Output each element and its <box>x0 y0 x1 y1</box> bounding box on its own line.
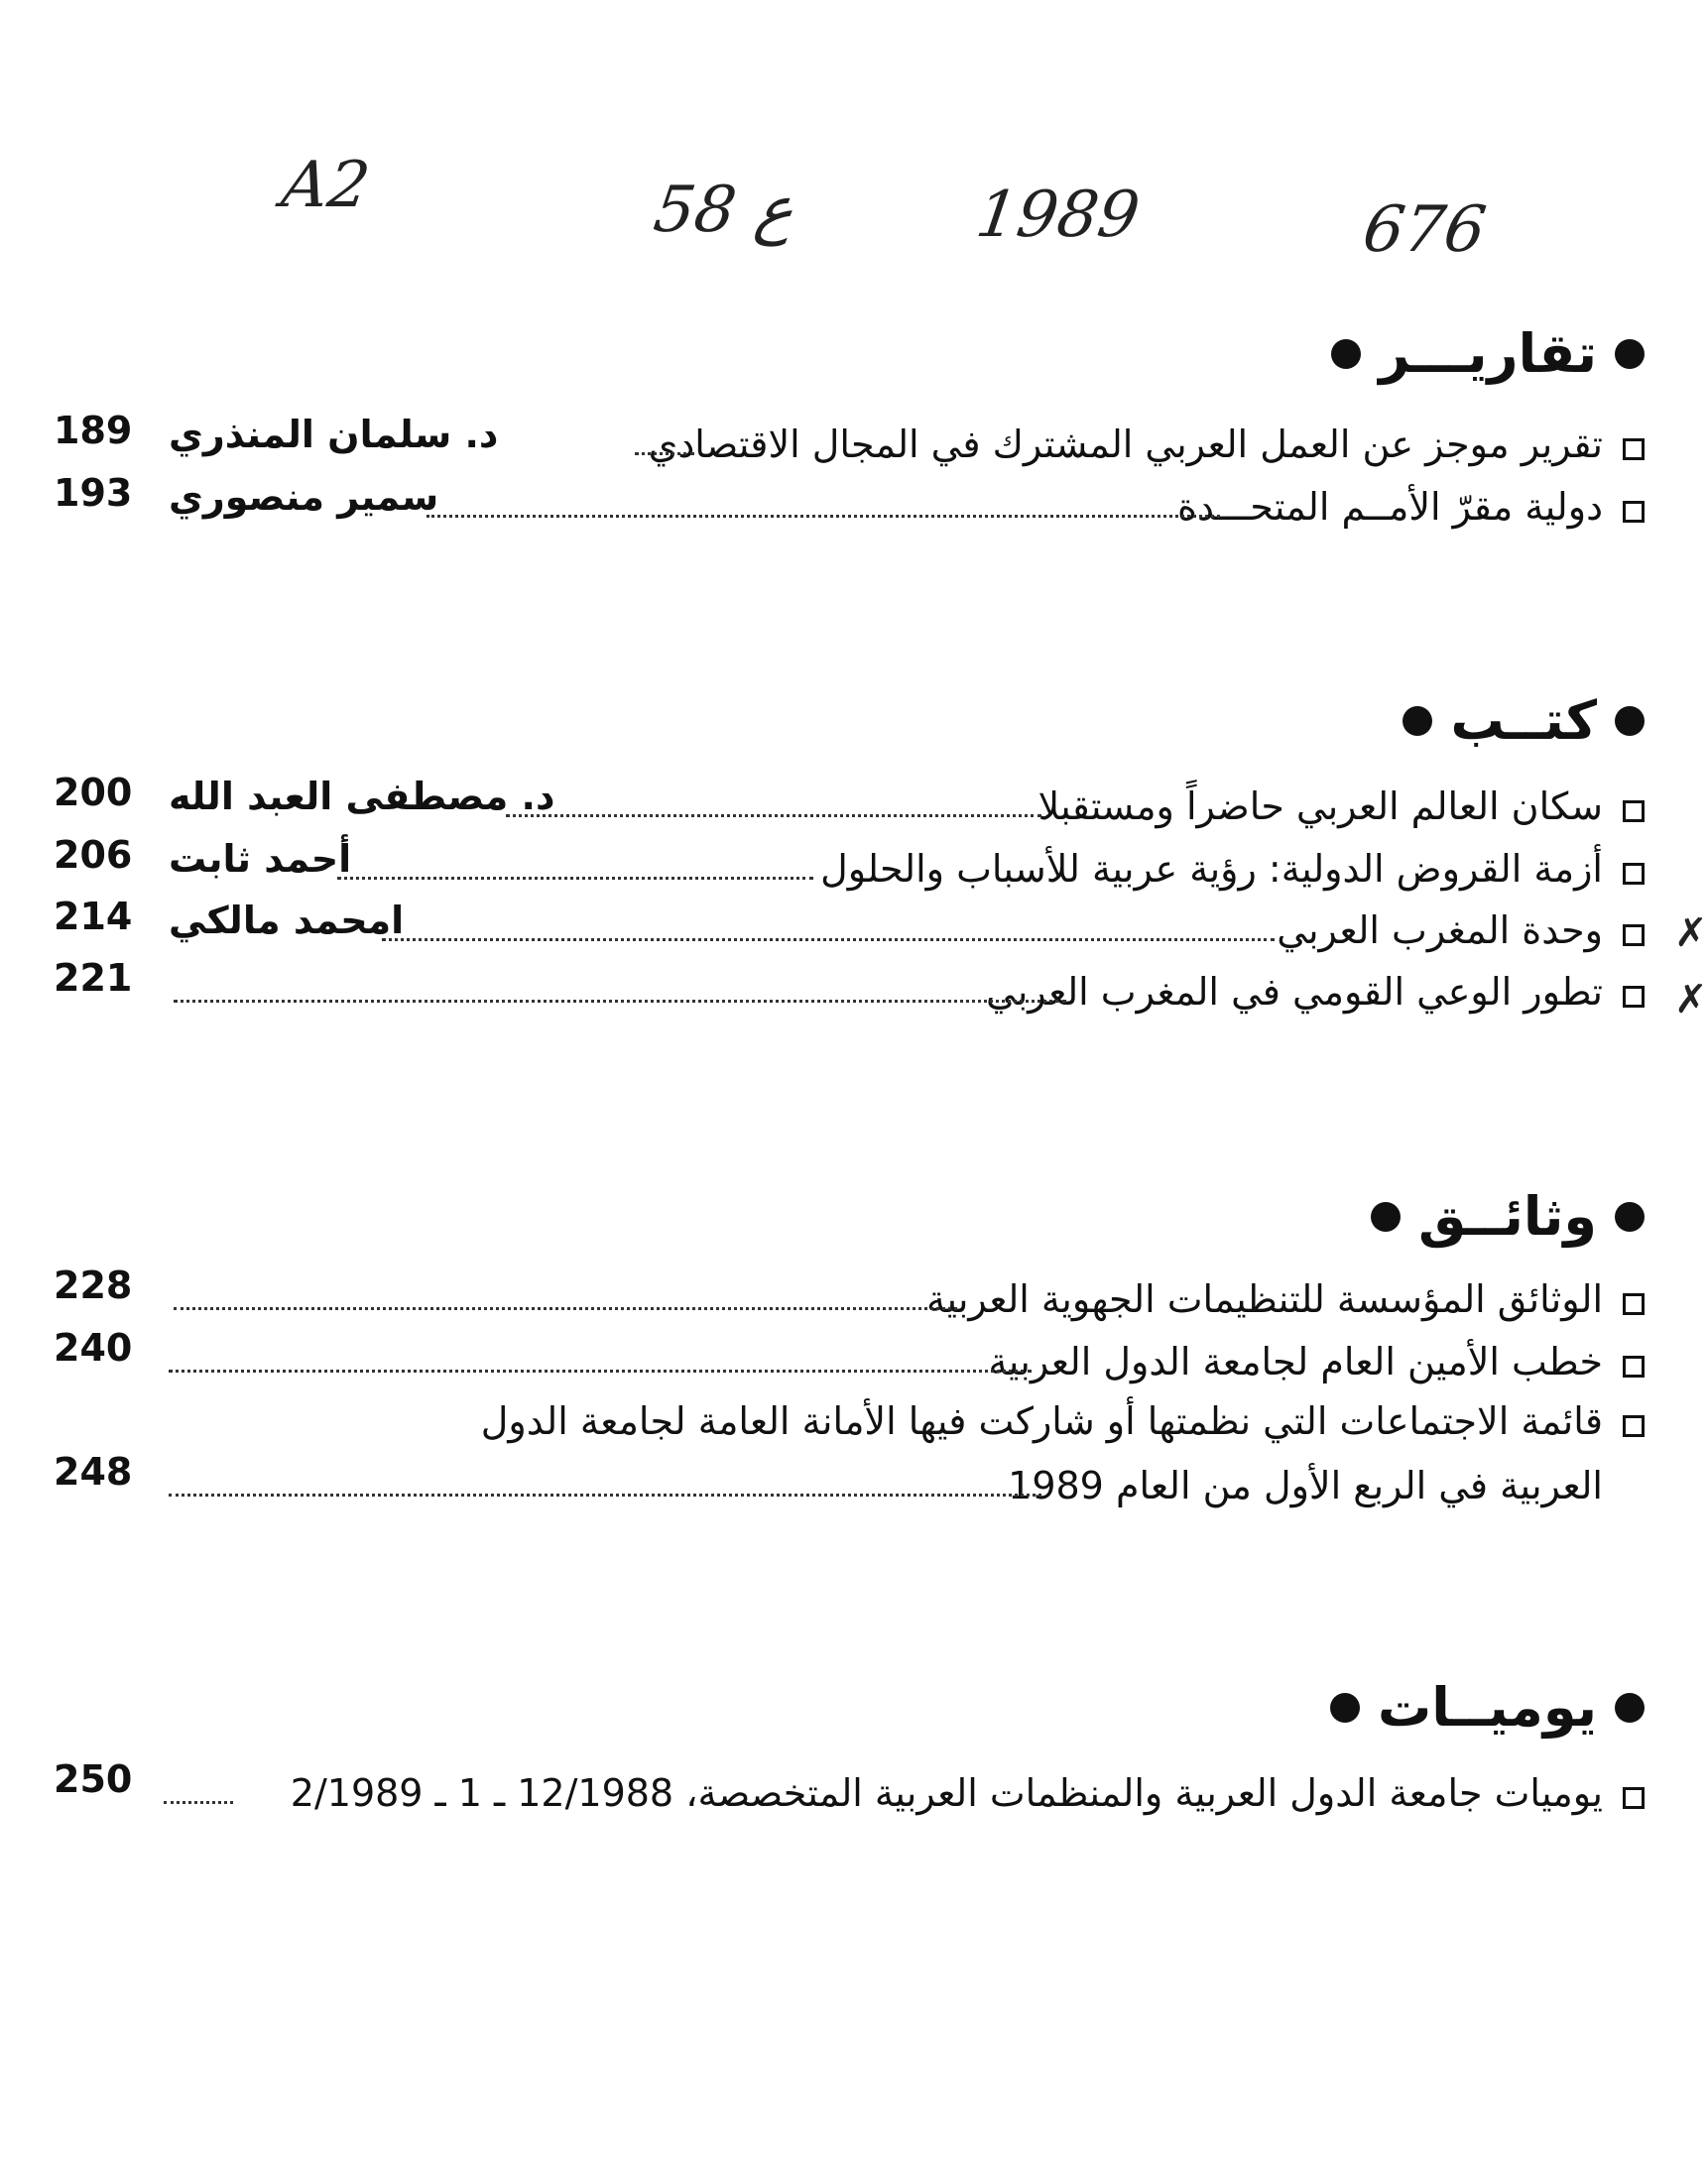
checkbox-icon <box>1623 863 1645 885</box>
entry-author: سمير منصوري <box>169 475 439 519</box>
checkbox-icon <box>1623 501 1645 523</box>
section-documents-heading <box>1371 1185 1645 1248</box>
bullet-icon <box>1615 1202 1645 1232</box>
leader-dots <box>169 1494 1041 1497</box>
bullet-icon <box>1371 1202 1401 1232</box>
leader-dots <box>506 814 1041 817</box>
bullet-icon <box>1615 1693 1645 1723</box>
margin-cross-mark: ✗ <box>1674 977 1708 1022</box>
entry-title: وحدة المغرب العربي <box>1277 908 1603 952</box>
page-number: 200 <box>54 771 133 814</box>
toc-entry[interactable] <box>40 409 1645 476</box>
checkbox-icon <box>1623 1415 1645 1437</box>
section-title: وثائــق <box>1418 1185 1597 1248</box>
entry-title-line2: العربية في الربع الأول من العام 1989 <box>1008 1464 1603 1507</box>
checkbox-icon <box>1623 1293 1645 1315</box>
entry-title: أزمة القروض الدولية: رؤية عربية للأسباب والحلول <box>820 847 1603 891</box>
entry-author: امحمد مالكي <box>169 899 405 942</box>
section-title: يوميــات <box>1377 1676 1597 1739</box>
handwritten-mark-b: 58 ع <box>649 174 799 247</box>
toc-entry[interactable] <box>40 1757 1645 1825</box>
checkbox-icon <box>1623 800 1645 822</box>
entry-author: د. سلمان المنذري <box>169 413 499 456</box>
page-number: 250 <box>54 1757 133 1801</box>
section-title: تقاريـــر <box>1379 322 1597 385</box>
toc-entry[interactable] <box>40 771 1645 838</box>
entry-author: أحمد ثابت <box>169 837 352 881</box>
leader-dots <box>169 1370 1032 1373</box>
page-number: 221 <box>54 956 133 1000</box>
section-reports-heading <box>1331 322 1645 385</box>
page-number: 206 <box>54 833 133 877</box>
section-title: كتــب <box>1450 689 1597 752</box>
bullet-icon <box>1615 706 1645 736</box>
entry-title: قائمة الاجتماعات التي نظمتها أو شاركت فيها الأمانة العامة لجامعة الدول <box>480 1399 1603 1443</box>
toc-entry[interactable] <box>40 471 1645 539</box>
entry-title: خطب الأمين العام لجامعة الدول العربية <box>988 1340 1603 1383</box>
bullet-icon <box>1615 339 1645 369</box>
leader-dots <box>164 1801 233 1804</box>
toc-entry[interactable] <box>40 1263 1645 1331</box>
checkbox-icon <box>1623 438 1645 460</box>
bullet-icon <box>1403 706 1432 736</box>
checkbox-icon <box>1623 1787 1645 1809</box>
bullet-icon <box>1331 339 1361 369</box>
leader-dots <box>635 452 694 455</box>
entry-title: تطور الوعي القومي في المغرب العربي <box>986 970 1603 1014</box>
toc-entry[interactable] <box>40 956 1645 1023</box>
leader-dots <box>174 1307 957 1310</box>
handwritten-number: 676 <box>1358 193 1491 267</box>
entry-title: تقرير موجز عن العمل العربي المشترك في المجال الاقتصادي <box>648 422 1603 466</box>
page-number: 248 <box>54 1450 133 1494</box>
checkbox-icon <box>1623 986 1645 1008</box>
entry-author: د. مصطفى العبد الله <box>169 775 555 818</box>
page-number: 193 <box>54 471 133 515</box>
margin-cross-mark: ✗ <box>1674 910 1708 956</box>
toc-entry-continuation[interactable] <box>40 1450 1645 1517</box>
leader-dots <box>337 877 813 880</box>
handwritten-mark-a: A2 <box>277 149 375 222</box>
toc-entry[interactable] <box>40 833 1645 901</box>
leader-dots <box>382 938 1275 941</box>
entry-title: سكان العالم العربي حاضراً ومستقبلا <box>1037 784 1603 828</box>
bullet-icon <box>1330 1693 1360 1723</box>
toc-entry[interactable] <box>40 1393 1645 1453</box>
leader-dots <box>174 1000 1066 1003</box>
leader-dots <box>427 515 1220 518</box>
page-number: 189 <box>54 409 133 452</box>
checkbox-icon <box>1623 924 1645 946</box>
toc-entry[interactable] <box>40 1326 1645 1393</box>
checkbox-icon <box>1623 1356 1645 1378</box>
section-diaries-heading <box>1330 1676 1645 1739</box>
entry-title: دولية مقرّ الأمــم المتحـــدة <box>1177 485 1603 529</box>
page-number: 214 <box>54 895 133 938</box>
page-number: 228 <box>54 1263 133 1307</box>
toc-entry[interactable] <box>40 895 1645 962</box>
section-books-heading <box>1403 689 1645 752</box>
entry-title: يوميات جامعة الدول العربية والمنظمات العربية المتخصصة، 12/1988 ـ 1 ـ 2/1989 <box>290 1771 1603 1815</box>
page-number: 240 <box>54 1326 133 1370</box>
entry-title: الوثائق المؤسسة للتنظيمات الجهوية العربية <box>925 1277 1603 1321</box>
handwritten-year: 1989 <box>971 179 1145 252</box>
